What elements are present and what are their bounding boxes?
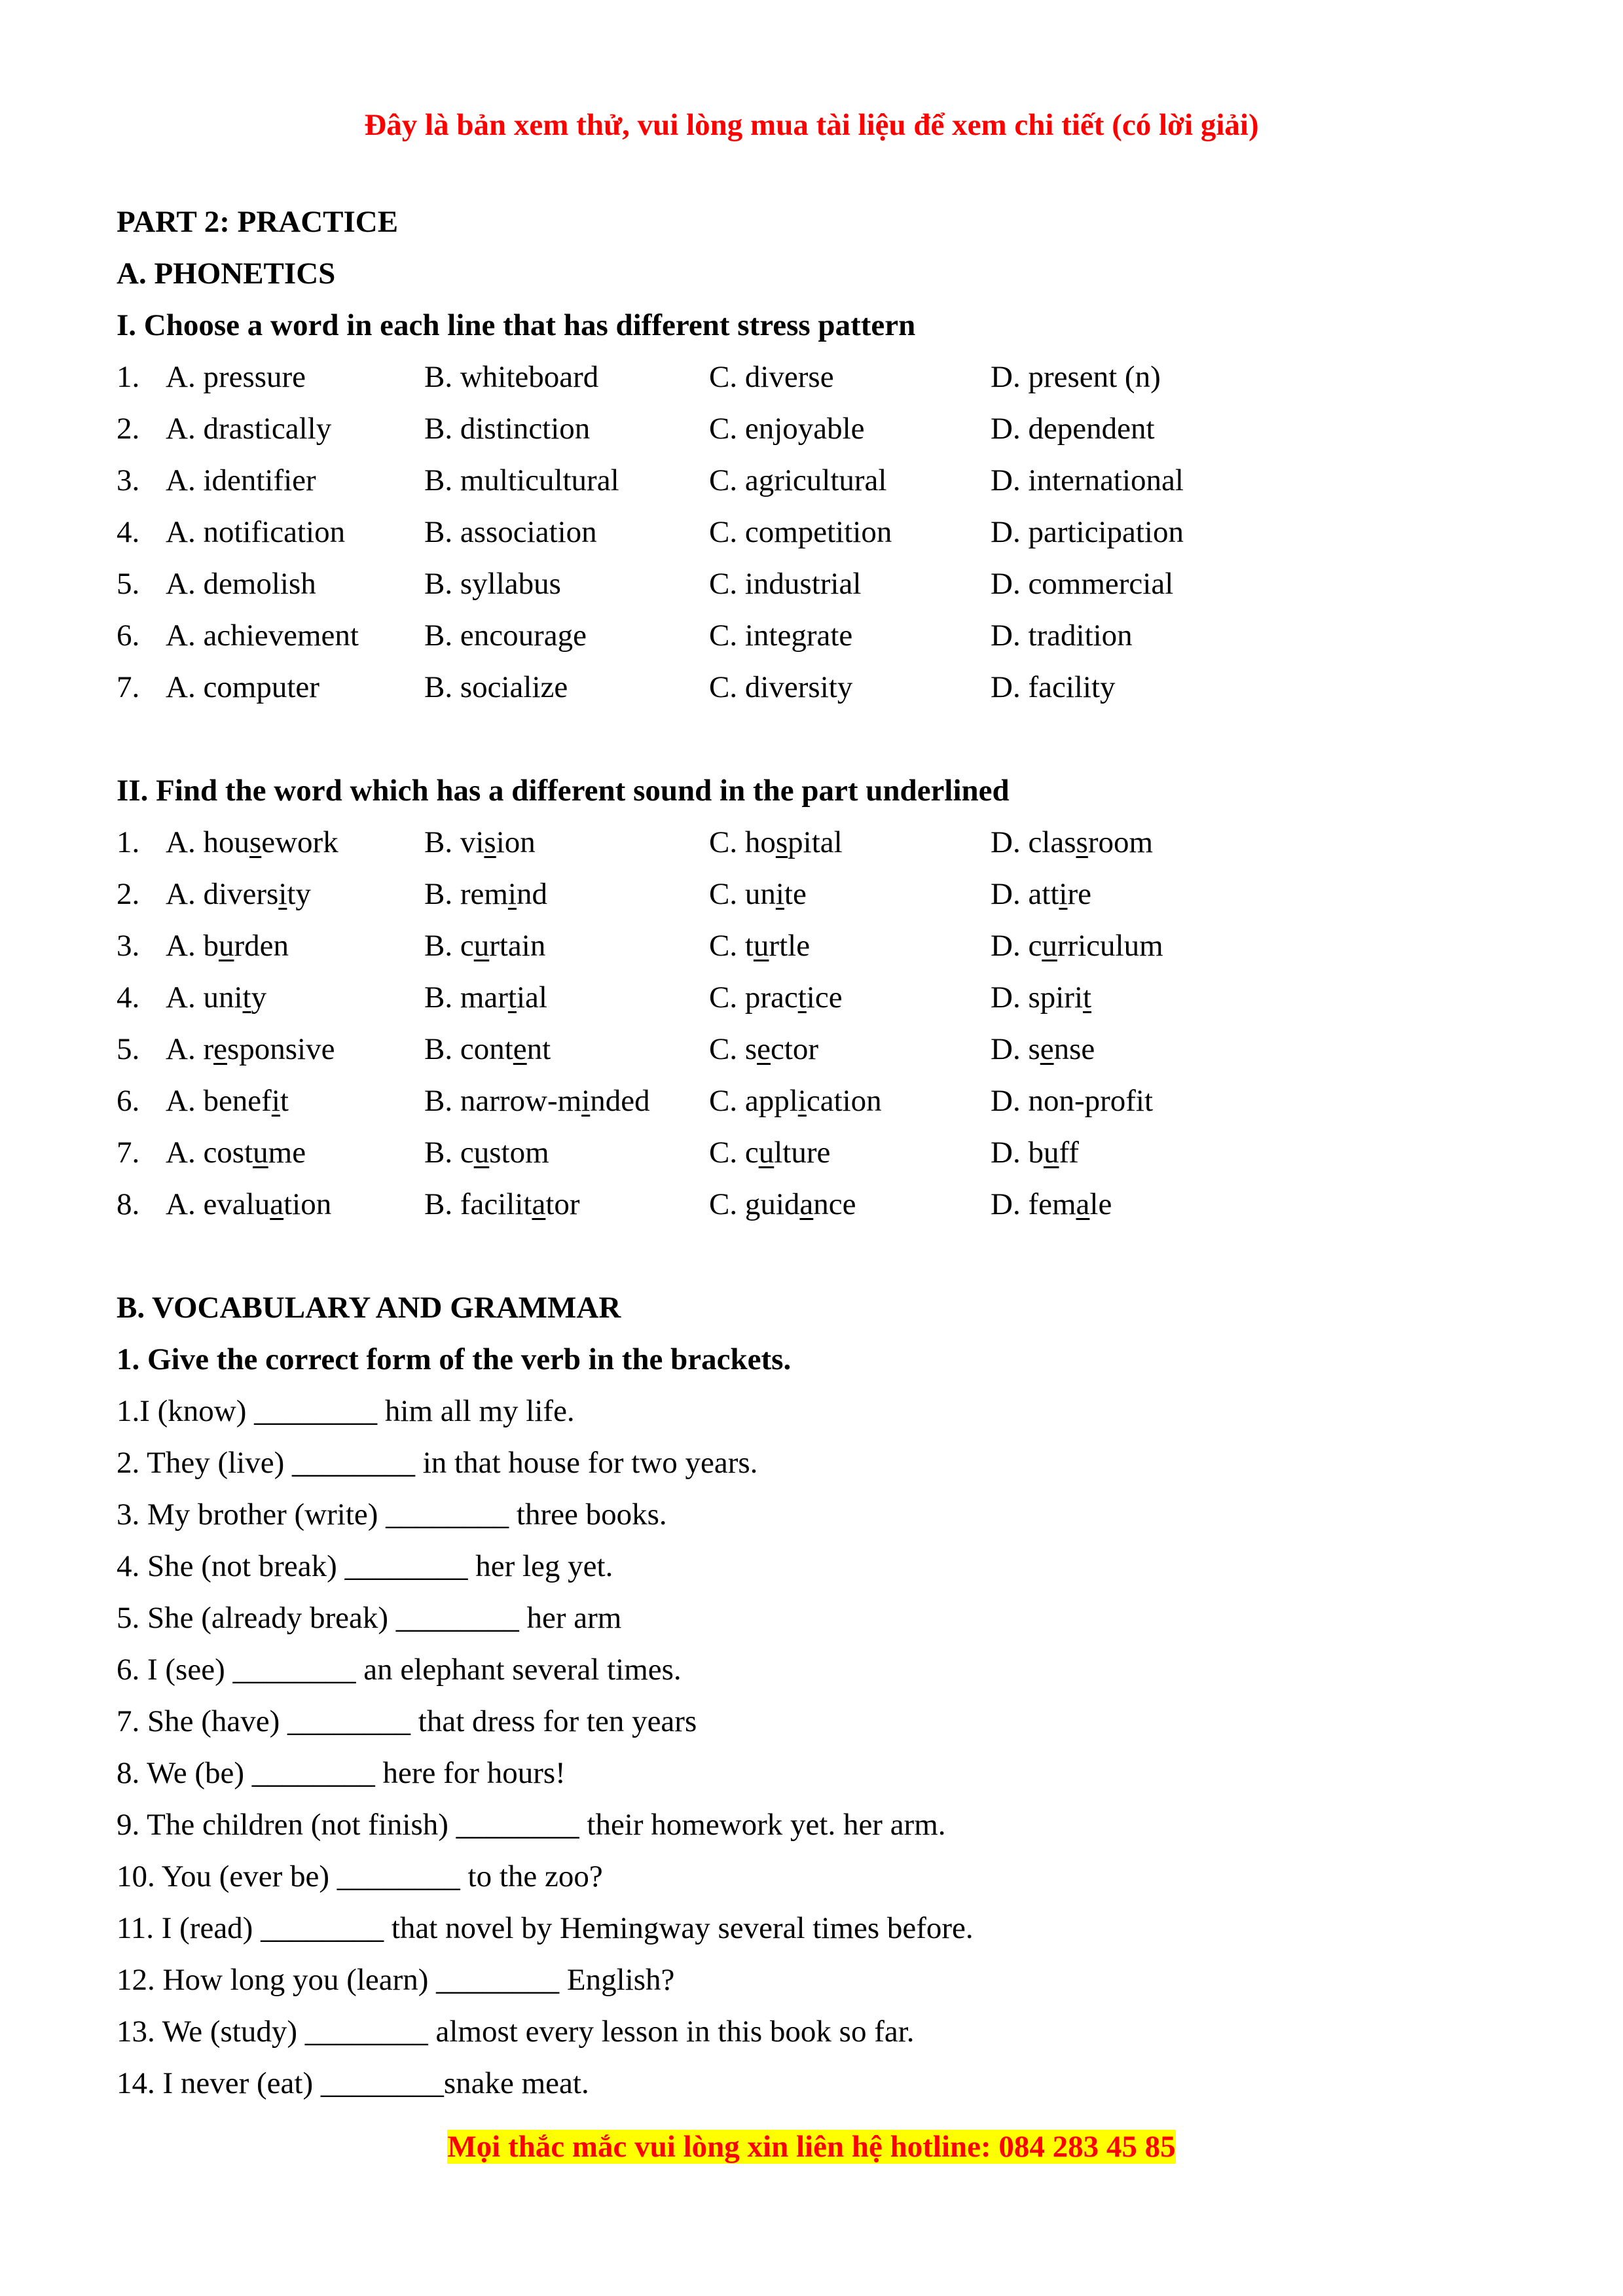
underlined-letters: e <box>1040 1032 1054 1066</box>
option-c <box>709 869 807 920</box>
option-c: C. diversity <box>709 670 853 704</box>
option-text: B. vi <box>424 825 484 859</box>
option-text: ion <box>496 825 536 859</box>
option-a <box>166 1179 331 1230</box>
verb-question-item: 3. My brother (write) ________ three books. <box>117 1498 667 1532</box>
option-text: C. appl <box>709 1084 798 1118</box>
underlined-letters: u <box>1043 1136 1059 1170</box>
underlined-letters: i <box>797 1084 807 1118</box>
verb-question-item: 13. We (study) ________ almost every lesson in this book so far. <box>117 2015 915 2049</box>
question-number: 5. <box>117 1032 140 1066</box>
option-d: D. facility <box>991 670 1116 704</box>
option-text: tion <box>283 1187 332 1221</box>
option-b: B. distinction <box>424 412 591 446</box>
option-c <box>709 972 843 1024</box>
option-text: me <box>268 1136 306 1170</box>
option-a <box>166 972 266 1024</box>
option-d: D. participation <box>991 515 1184 549</box>
option-text: C. t <box>709 929 754 963</box>
verb-question-item: 1.I (know) ________ him all my life. <box>117 1394 575 1428</box>
question-number: 7. <box>117 670 140 704</box>
option-text: nd <box>516 877 547 911</box>
option-d: D. international <box>991 463 1184 497</box>
option-a: A. computer <box>166 670 319 704</box>
underlined-letters: t <box>797 980 807 1014</box>
option-c: C. agricultural <box>709 463 887 497</box>
option-text: t <box>280 1084 289 1118</box>
option-b <box>424 1179 580 1230</box>
stress-question-row <box>117 455 1504 507</box>
option-text: lture <box>774 1136 831 1170</box>
option-d: D. dependent <box>991 412 1155 446</box>
underlined-letters: i <box>271 1084 280 1118</box>
option-text: ty <box>287 877 311 911</box>
option-text: A. r <box>166 1032 214 1066</box>
preview-notice-banner: Đây là bản xem thử, vui lòng mua tài liệu để xem chi tiết (có lời giải) <box>364 108 1259 142</box>
underlined-letters: i <box>775 877 784 911</box>
option-d <box>991 1179 1112 1230</box>
option-a <box>166 920 289 972</box>
verb-question-item: 14. I never (eat) ________snake meat. <box>117 2066 589 2100</box>
option-d: D. commercial <box>991 567 1174 601</box>
question-number: 4. <box>117 980 140 1014</box>
sound-question-list <box>117 817 1504 1230</box>
option-text: rtle <box>769 929 811 963</box>
stress-exercise-title: I. Choose a word in each line that has different stress pattern <box>117 308 916 342</box>
option-text: C. un <box>709 877 776 911</box>
verb-question-item: 7. She (have) ________ that dress for ten years <box>117 1704 697 1738</box>
stress-question-row <box>117 662 1504 713</box>
underlined-letters: a <box>799 1187 814 1221</box>
sound-question-row <box>117 1024 1504 1075</box>
question-number: 2. <box>117 412 140 446</box>
stress-question-row <box>117 403 1504 455</box>
underlined-letters: t <box>507 980 517 1014</box>
part-title: PART 2: PRACTICE <box>117 205 399 239</box>
underlined-letters: i <box>581 1084 591 1118</box>
option-text: A. hou <box>166 825 249 859</box>
option-text: A. b <box>166 929 219 963</box>
underlined-letters: u <box>218 929 234 963</box>
hotline-text: Mọi thắc mắc vui lòng xin liên hệ hotline: 084 283 45 85 <box>447 2130 1176 2164</box>
option-text: D. b <box>991 1136 1044 1170</box>
option-text: C. guid <box>709 1187 800 1221</box>
option-text: te <box>784 877 807 911</box>
option-d <box>991 1075 1153 1127</box>
option-a <box>166 1127 306 1179</box>
option-d <box>991 817 1153 869</box>
stress-question-row <box>117 507 1504 558</box>
option-d <box>991 972 1091 1024</box>
option-b <box>424 1127 549 1179</box>
option-a <box>166 1075 289 1127</box>
option-c: C. competition <box>709 515 892 549</box>
question-number: 3. <box>117 929 140 963</box>
section-a-title: A. PHONETICS <box>117 257 336 291</box>
option-c <box>709 1127 830 1179</box>
option-b <box>424 817 536 869</box>
option-text: D. att <box>991 877 1059 911</box>
sound-question-row <box>117 1127 1504 1179</box>
option-text: nce <box>813 1187 856 1221</box>
sound-question-row <box>117 869 1504 920</box>
question-number: 4. <box>117 515 140 549</box>
option-a: A. drastically <box>166 412 332 446</box>
underlined-letters: a <box>270 1187 284 1221</box>
option-text: D. non-profit <box>991 1084 1154 1118</box>
verb-question-item: 9. The children (not finish) ________ their homework yet. her arm. <box>117 1808 946 1842</box>
option-a <box>166 1024 335 1075</box>
underlined-letters: t <box>1083 980 1092 1014</box>
option-text: B. narrow-m <box>424 1084 582 1118</box>
verb-question-item: 5. She (already break) ________ her arm <box>117 1601 622 1635</box>
spacer <box>117 713 1504 765</box>
option-d: D. tradition <box>991 619 1133 653</box>
option-text: C. c <box>709 1136 759 1170</box>
sound-question-row <box>117 920 1504 972</box>
question-number: 6. <box>117 1084 140 1118</box>
stress-question-list <box>117 351 1504 713</box>
question-number: 6. <box>117 619 140 653</box>
option-b <box>424 1024 551 1075</box>
underlined-letters: s <box>484 825 496 859</box>
option-c <box>709 817 843 869</box>
option-text: rtain <box>489 929 546 963</box>
underlined-letters: a <box>532 1187 546 1221</box>
underlined-letters: i <box>1059 877 1068 911</box>
verb-exercise-title: 1. Give the correct form of the verb in the brackets. <box>117 1342 792 1376</box>
sound-question-row <box>117 817 1504 869</box>
underlined-letters: u <box>758 1136 775 1170</box>
option-c <box>709 1024 818 1075</box>
option-text: A. benef <box>166 1084 272 1118</box>
option-text: ework <box>261 825 338 859</box>
underlined-letters: s <box>249 825 262 859</box>
sound-exercise-title: II. Find the word which has a different sound in the part underlined <box>117 774 1010 808</box>
option-a: A. pressure <box>166 360 306 394</box>
hotline-footer-banner <box>0 2128 1623 2165</box>
option-text: ctor <box>771 1032 819 1066</box>
option-text: A. cost <box>166 1136 253 1170</box>
option-text: C. s <box>709 1032 757 1066</box>
option-b: B. multicultural <box>424 463 619 497</box>
option-d <box>991 1024 1095 1075</box>
option-text: A. evalu <box>166 1187 270 1221</box>
option-text: B. rem <box>424 877 508 911</box>
question-number: 2. <box>117 877 140 911</box>
document-body <box>117 196 1504 2109</box>
question-number: 7. <box>117 1136 140 1170</box>
underlined-letters: s <box>1076 825 1088 859</box>
option-a: A. notification <box>166 515 346 549</box>
underlined-letters: u <box>253 1136 268 1170</box>
option-a <box>166 817 338 869</box>
verb-question-item: 10. You (ever be) ________ to the zoo? <box>117 1859 603 1893</box>
underlined-letters: e <box>513 1032 527 1066</box>
option-c <box>709 1179 856 1230</box>
section-b-title: B. VOCABULARY AND GRAMMAR <box>117 1291 621 1325</box>
underlined-letters: u <box>473 929 490 963</box>
option-text: C. prac <box>709 980 798 1014</box>
option-c <box>709 920 810 972</box>
option-b: B. syllabus <box>424 567 561 601</box>
verb-question-item: 11. I (read) ________ that novel by Hemingway several times before. <box>117 1911 974 1945</box>
option-text: stom <box>489 1136 549 1170</box>
sound-question-row <box>117 972 1504 1024</box>
option-a: A. achievement <box>166 619 359 653</box>
option-b <box>424 920 545 972</box>
question-number: 8. <box>117 1187 140 1221</box>
option-text: rden <box>234 929 289 963</box>
option-text: le <box>1089 1187 1112 1221</box>
option-text: y <box>251 980 267 1014</box>
option-text: tor <box>545 1187 580 1221</box>
option-text: B. c <box>424 1136 474 1170</box>
underlined-letters: s <box>775 825 788 859</box>
option-text: room <box>1087 825 1154 859</box>
option-d <box>991 869 1091 920</box>
option-text: re <box>1067 877 1091 911</box>
option-b: B. whiteboard <box>424 360 599 394</box>
option-c: C. integrate <box>709 619 853 653</box>
underlined-letters: e <box>213 1032 227 1066</box>
option-text: ff <box>1059 1136 1079 1170</box>
option-c <box>709 1075 882 1127</box>
option-text: D. s <box>991 1032 1040 1066</box>
underlined-letters: u <box>1042 929 1057 963</box>
underlined-letters: i <box>507 877 517 911</box>
option-text: cation <box>806 1084 882 1118</box>
option-a: A. demolish <box>166 567 316 601</box>
option-c: C. diverse <box>709 360 834 394</box>
option-a <box>166 869 311 920</box>
stress-question-row <box>117 351 1504 403</box>
stress-question-row <box>117 558 1504 610</box>
option-b <box>424 869 547 920</box>
underlined-letters: t <box>242 980 251 1014</box>
option-text: nt <box>526 1032 551 1066</box>
option-text: D. spiri <box>991 980 1083 1014</box>
verb-question-item: 12. How long you (learn) ________ English? <box>117 1963 675 1997</box>
option-text: ial <box>516 980 547 1014</box>
verb-question-item: 6. I (see) ________ an elephant several times. <box>117 1653 682 1687</box>
option-text: D. c <box>991 929 1042 963</box>
option-text: sponsive <box>227 1032 335 1066</box>
option-text: rriculum <box>1057 929 1163 963</box>
option-text: B. cont <box>424 1032 513 1066</box>
option-d <box>991 1127 1079 1179</box>
option-text: B. c <box>424 929 474 963</box>
option-text: D. fem <box>991 1187 1076 1221</box>
option-b: B. socialize <box>424 670 568 704</box>
option-b <box>424 972 547 1024</box>
verb-question-item: 4. She (not break) ________ her leg yet. <box>117 1549 613 1583</box>
underlined-letters: e <box>757 1032 771 1066</box>
stress-question-row <box>117 610 1504 662</box>
option-c: C. industrial <box>709 567 862 601</box>
verb-question-list <box>117 1386 1504 2109</box>
underlined-letters: a <box>1076 1187 1090 1221</box>
verb-question-item: 2. They (live) ________ in that house for two years. <box>117 1446 758 1480</box>
option-text: B. facilit <box>424 1187 532 1221</box>
spacer <box>117 1230 1504 1282</box>
option-b <box>424 1075 650 1127</box>
option-text: nse <box>1053 1032 1095 1066</box>
option-d: D. present (n) <box>991 360 1161 394</box>
question-number: 1. <box>117 360 140 394</box>
underlined-letters: i <box>278 877 287 911</box>
option-text: ice <box>806 980 843 1014</box>
verb-question-item: 8. We (be) ________ here for hours! <box>117 1756 566 1790</box>
option-b: B. encourage <box>424 619 587 653</box>
option-text: nded <box>590 1084 650 1118</box>
underlined-letters: u <box>473 1136 490 1170</box>
question-number: 1. <box>117 825 140 859</box>
option-d <box>991 920 1163 972</box>
question-number: 5. <box>117 567 140 601</box>
question-number: 3. <box>117 463 140 497</box>
option-a: A. identifier <box>166 463 316 497</box>
option-text: C. ho <box>709 825 776 859</box>
option-text: A. uni <box>166 980 243 1014</box>
sound-question-row <box>117 1179 1504 1230</box>
option-text: D. clas <box>991 825 1076 859</box>
underlined-letters: u <box>753 929 769 963</box>
option-text: B. mar <box>424 980 508 1014</box>
sound-question-row <box>117 1075 1504 1127</box>
option-c: C. enjoyable <box>709 412 865 446</box>
option-text: A. divers <box>166 877 279 911</box>
option-text: pital <box>788 825 843 859</box>
option-b: B. association <box>424 515 597 549</box>
